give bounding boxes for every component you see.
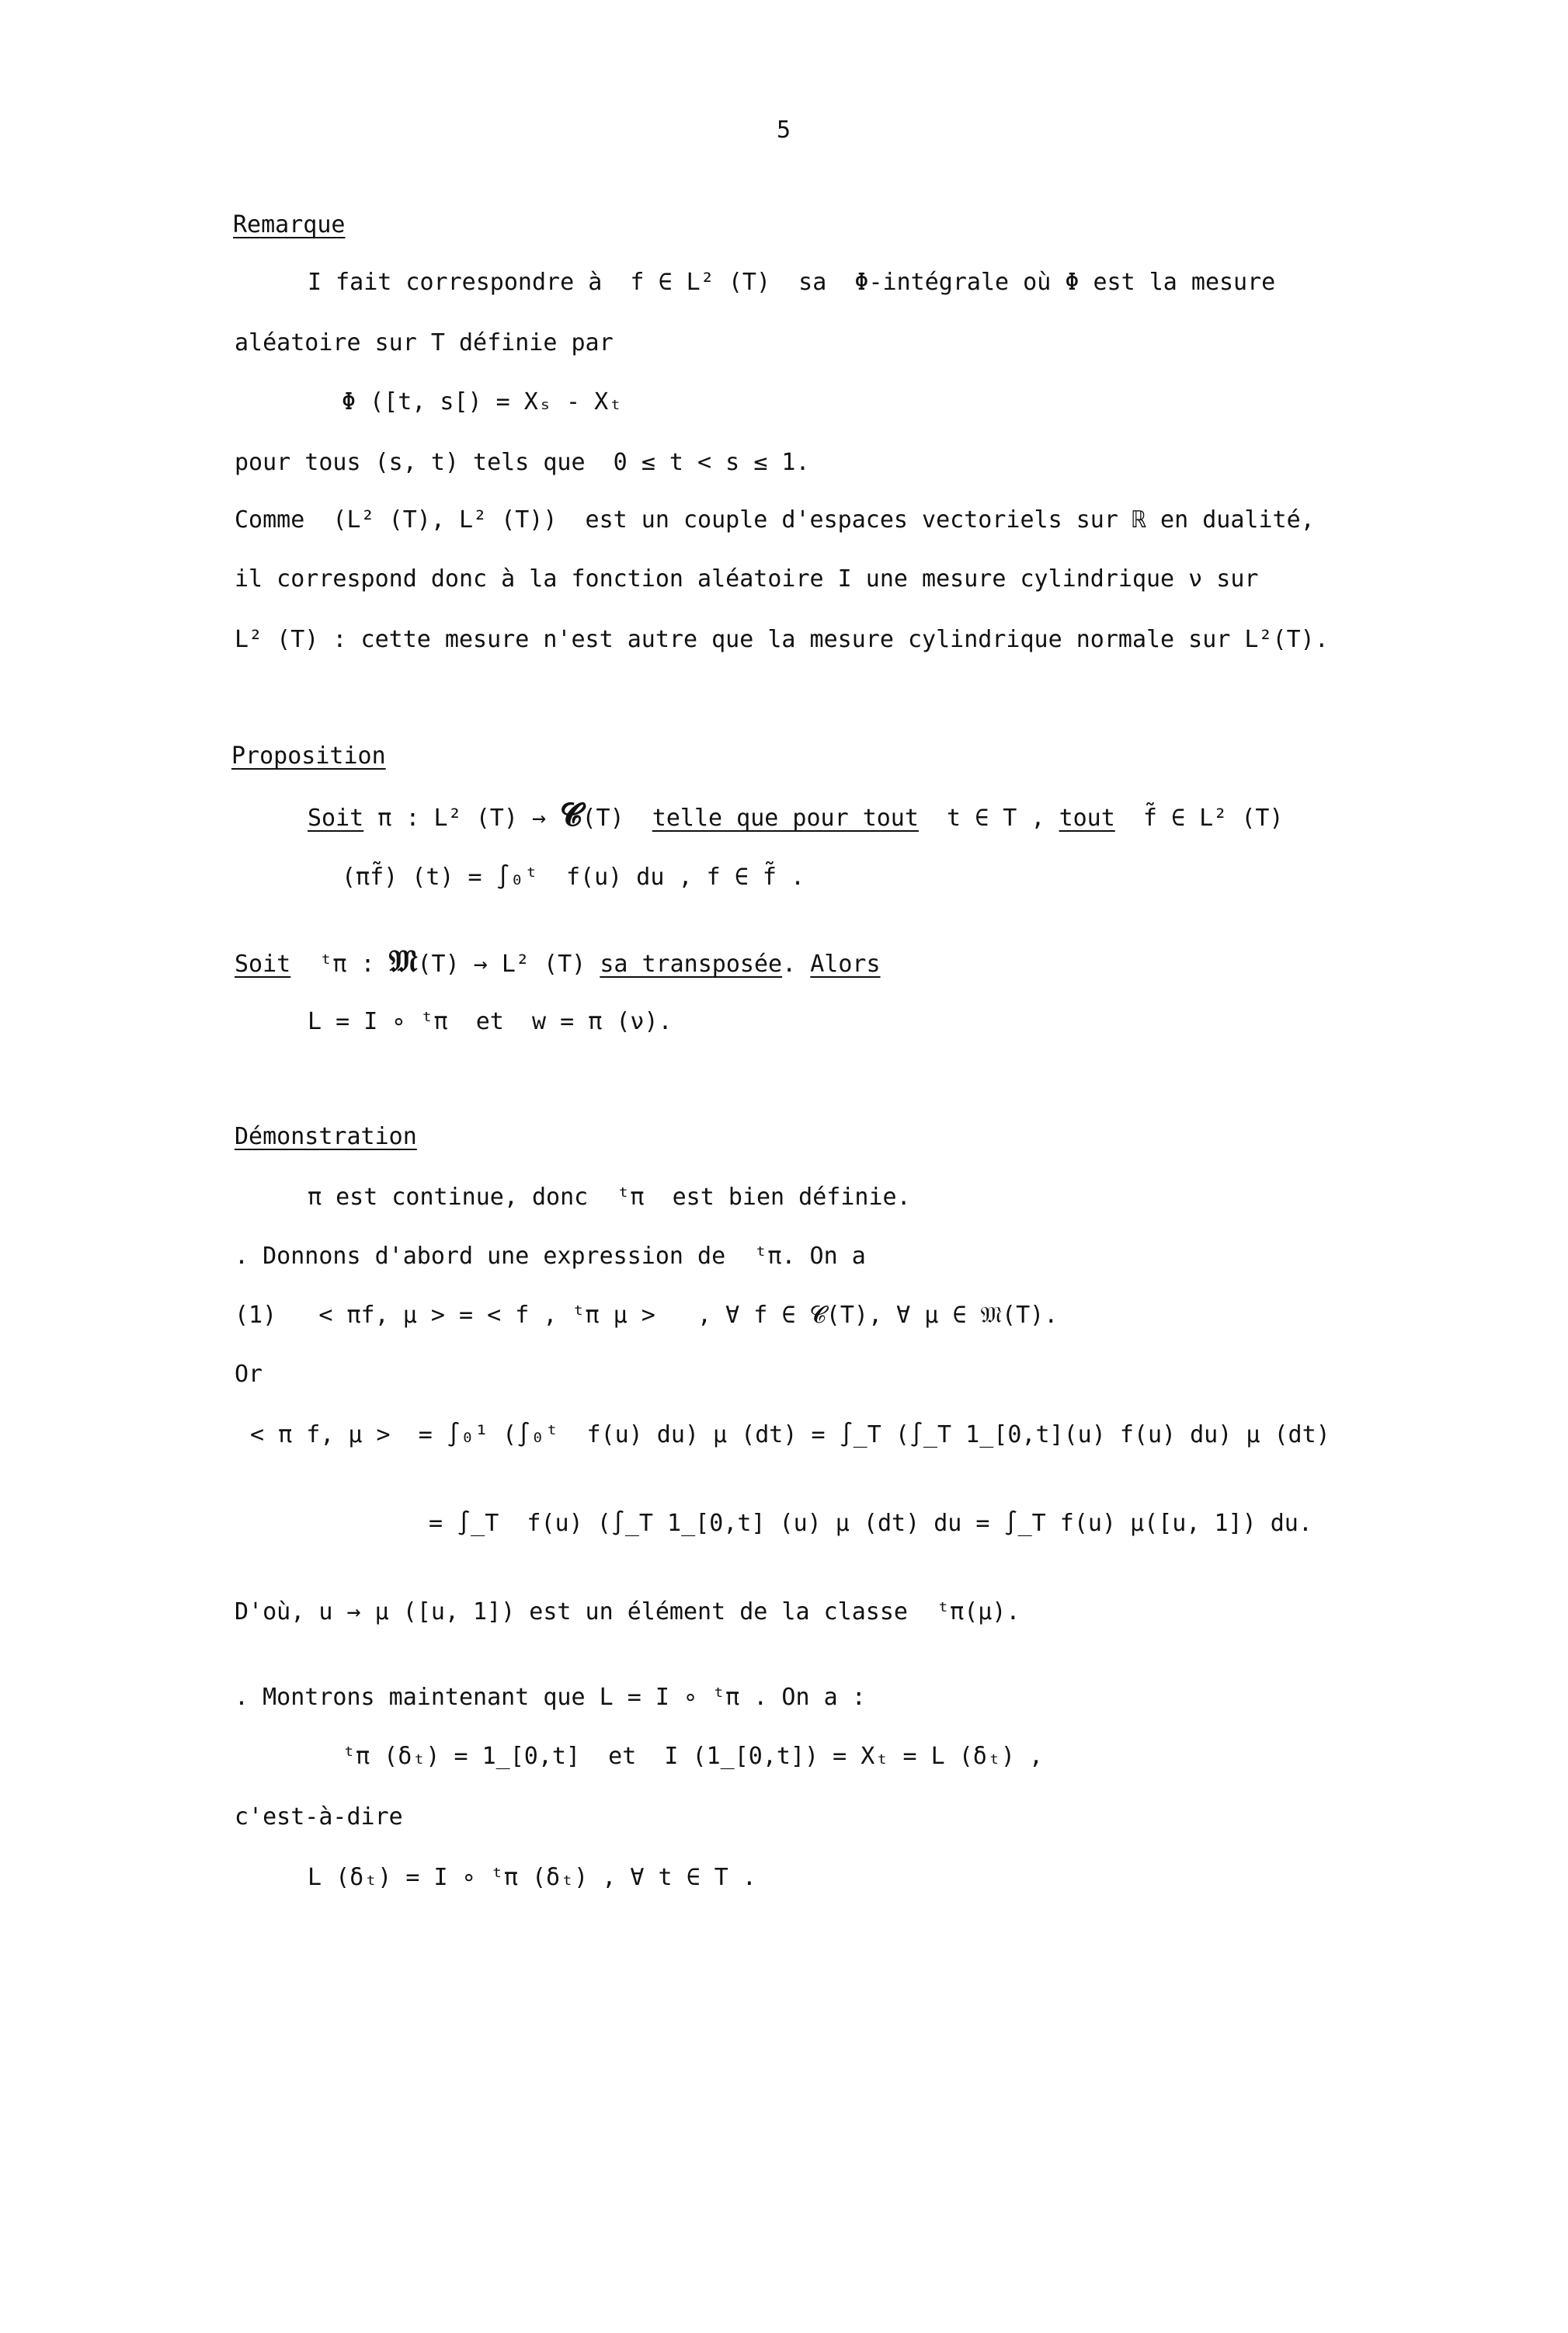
- script-c-symbol: 𝓒: [560, 798, 582, 833]
- soit-label: Soit: [308, 805, 364, 832]
- alors-label: Alors: [810, 951, 881, 978]
- f-tilde-in-l2: f̃ ∈ L² (T): [1114, 805, 1284, 832]
- proposition-conclusion: L = I ∘ ᵗπ et w = π (ν).: [308, 1008, 673, 1035]
- demonstration-line-2: . Donnons d'abord une expression de ᵗπ. On a: [235, 1243, 866, 1270]
- equation-1: (1) < πf, μ > = < f , ᵗπ μ > , ∀ f ∈ 𝓒(T), ∀ μ ∈ 𝔐(T).: [235, 1302, 1059, 1329]
- transpose-pi: ᵗπ :: [290, 951, 389, 978]
- remarque-formula: Φ ([t, s[) = Xₛ - Xₜ: [342, 388, 623, 415]
- proposition-formula: (πf̃) (t) = ∫₀ᵗ f(u) du , f ∈ f̃ .: [342, 864, 805, 891]
- proposition-heading: Proposition: [231, 742, 386, 770]
- t-in-t: t ∈ T ,: [918, 805, 1059, 832]
- demonstration-or: Or: [235, 1361, 263, 1388]
- remarque-line-4: pour tous (s, t) tels que 0 ≤ t < s ≤ 1.: [235, 449, 810, 476]
- demonstration-heading: Démonstration: [235, 1123, 417, 1150]
- demonstration-montrons: . Montrons maintenant que L = I ∘ ᵗπ . On a :: [235, 1684, 866, 1711]
- demonstration-line-1: π est continue, donc ᵗπ est bien définie.: [308, 1184, 911, 1211]
- script-m-symbol: 𝔐: [388, 944, 418, 979]
- remarque-line-7: L² (T) : cette mesure n'est autre que la mesure cylindrique normale sur L²(T).: [235, 626, 1329, 653]
- tout-label: tout: [1059, 805, 1115, 832]
- demonstration-final: L (δₜ) = I ∘ ᵗπ (δₜ) , ∀ t ∈ T .: [308, 1864, 756, 1891]
- demonstration-dou: D'où, u → μ ([u, 1]) est un élément de la classe ᵗπ(μ).: [235, 1598, 1020, 1625]
- soit-label-2: Soit: [235, 951, 291, 978]
- demonstration-formula: ᵗπ (δₜ) = 1_[0,t] et I (1_[0,t]) = Xₜ = L (δₜ) ,: [342, 1743, 1044, 1770]
- remarque-line-1: I fait correspondre à f ∈ L² (T) sa Φ-intégrale où Φ est la mesure: [308, 269, 1276, 296]
- telle-que-label: telle que pour tout: [652, 805, 919, 832]
- integral-expansion-1: < π f, μ > = ∫₀¹ (∫₀ᵗ f(u) du) μ (dt) = ∫_T (∫_T 1_[0,t](u) f(u) du) μ (dt): [250, 1421, 1330, 1448]
- pi-definition: π : L² (T) →: [363, 805, 561, 832]
- proposition-statement-line-3: [235, 944, 881, 979]
- space-c-of-t: (T): [582, 805, 652, 832]
- transposee-label: sa transposée: [600, 951, 783, 978]
- demonstration-cest-a-dire: c'est-à-dire: [235, 1803, 403, 1831]
- page-number: 5: [777, 116, 791, 144]
- proposition-statement-line-1: [308, 798, 1284, 833]
- remarque-heading: Remarque: [233, 211, 346, 238]
- remarque-line-2: aléatoire sur T définie par: [235, 329, 614, 356]
- integral-expansion-2: = ∫_T f(u) (∫_T 1_[0,t] (u) μ (dt) du = ∫_T f(u) μ([u, 1]) du.: [429, 1510, 1312, 1537]
- remarque-line-5: Comme (L² (T), L² (T)) est un couple d'espaces vectoriels sur ℝ en dualité,: [235, 506, 1315, 534]
- period-separator: .: [782, 951, 811, 978]
- map-to-l2: (T) → L² (T): [417, 951, 600, 978]
- remarque-line-6: il correspond donc à la fonction aléatoire I une mesure cylindrique ν sur: [235, 565, 1259, 593]
